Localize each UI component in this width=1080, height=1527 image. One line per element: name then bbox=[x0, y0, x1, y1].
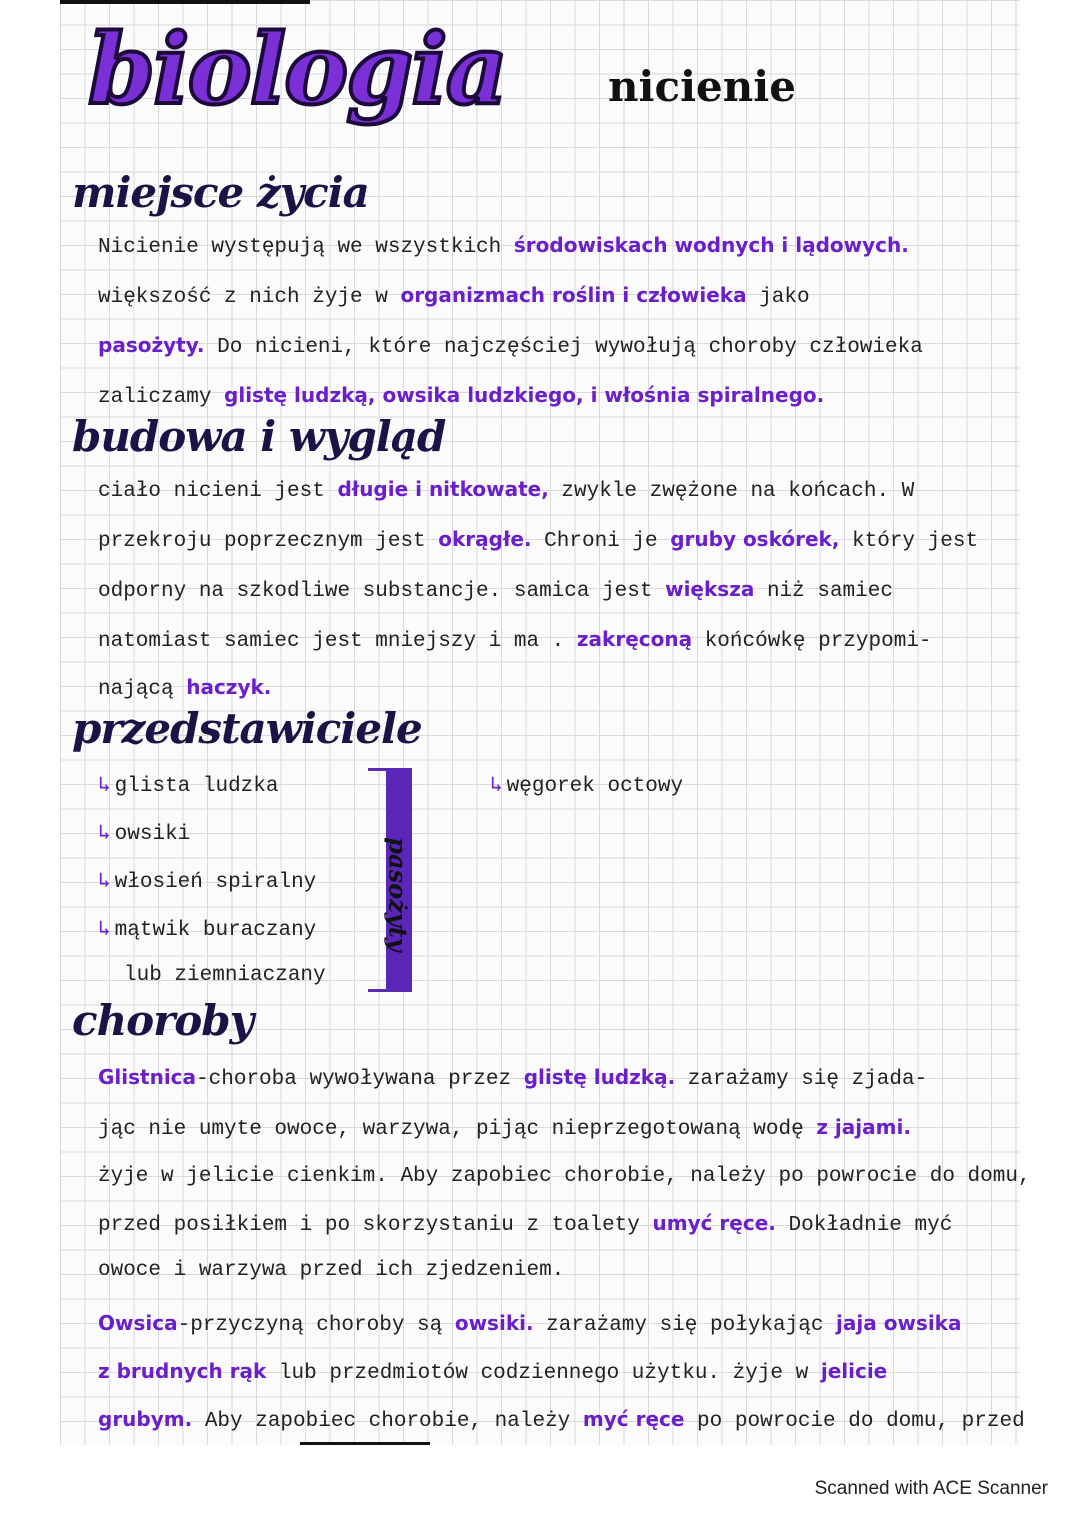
text-segment: Aby zapobiec chorobie, należy bbox=[192, 1410, 583, 1433]
bottom-edge-mark bbox=[300, 1442, 430, 1445]
text-segment: Do nicieni, które najczęściej wywołują choroby człowieka bbox=[204, 336, 923, 359]
text-segment: nającą bbox=[98, 678, 187, 701]
highlighted-term: organizmach roślin i człowieka bbox=[400, 283, 747, 307]
text-segment: odporny na szkodliwe substancje. samica jest bbox=[98, 580, 666, 603]
scanner-watermark: Scanned with ACE Scanner bbox=[814, 1478, 1048, 1499]
arrow-icon: ↳ bbox=[98, 871, 111, 894]
text-segment: zarażamy się zjada- bbox=[675, 1068, 928, 1091]
arrow-icon: ↳ bbox=[98, 919, 111, 942]
text-segment: Nicienie występują we wszystkich bbox=[98, 236, 514, 259]
list-item bbox=[98, 916, 316, 942]
highlighted-term: z jajami. bbox=[816, 1115, 911, 1139]
text-line bbox=[98, 1407, 1025, 1433]
arrow-icon: ↳ bbox=[98, 823, 111, 846]
text-segment: ciało nicieni jest bbox=[98, 480, 338, 503]
highlighted-term: jelicie bbox=[820, 1359, 888, 1383]
heading-representatives: przedstawiciele bbox=[72, 704, 422, 753]
text-line bbox=[98, 1259, 564, 1282]
text-segment: zwykle zwężone na końcach. W bbox=[548, 480, 915, 503]
highlighted-term: gruby oskórek, bbox=[670, 527, 840, 551]
text-line bbox=[98, 1359, 887, 1385]
highlighted-term: środowiskach wodnych i lądowych. bbox=[513, 233, 909, 257]
list-item-label: lub ziemniaczany bbox=[124, 964, 326, 987]
page-subtitle: nicienie bbox=[608, 62, 796, 111]
text-segment: który jest bbox=[839, 530, 979, 553]
heading-diseases: choroby bbox=[72, 996, 254, 1045]
text-line bbox=[98, 233, 909, 259]
highlighted-term: haczyk. bbox=[186, 675, 272, 699]
text-line bbox=[98, 477, 914, 503]
heading-structure: budowa i wygląd bbox=[72, 412, 446, 461]
text-line bbox=[98, 1065, 927, 1091]
list-item bbox=[98, 820, 190, 846]
list-item-label: węgorek octowy bbox=[506, 775, 684, 798]
text-segment: natomiast samiec jest mniejszy i ma . bbox=[98, 630, 577, 653]
text-segment: jąc nie umyte owoce, warzywa, pijąc nieprzegotowaną wodę bbox=[98, 1118, 817, 1141]
list-item bbox=[98, 772, 278, 798]
text-segment: lub przedmiotów codziennego użytku. żyje w bbox=[266, 1362, 821, 1385]
text-segment: przed posiłkiem i po skorzystaniu z toalety bbox=[98, 1214, 653, 1237]
highlighted-term: większa bbox=[665, 577, 755, 601]
highlighted-term: glistę ludzką, owsika ludzkiego, i włośnia spiralnego. bbox=[224, 383, 825, 407]
highlighted-term: glistę ludzką. bbox=[523, 1065, 676, 1089]
highlighted-term: grubym. bbox=[98, 1407, 193, 1431]
highlighted-term: z brudnych rąk bbox=[98, 1359, 267, 1383]
text-segment: owoce i warzywa przed ich zjedzeniem. bbox=[98, 1259, 565, 1282]
highlighted-term: myć ręce bbox=[582, 1407, 685, 1431]
list-item bbox=[98, 868, 316, 894]
list-item-label: owsiki bbox=[114, 823, 191, 846]
text-line bbox=[98, 1165, 1031, 1188]
heading-habitat: miejsce życia bbox=[72, 168, 369, 217]
text-segment: Dokładnie myć bbox=[775, 1214, 953, 1237]
highlighted-term: owsiki. bbox=[454, 1311, 534, 1335]
highlighted-term: Owsica bbox=[98, 1311, 178, 1335]
text-line bbox=[98, 675, 271, 701]
highlighted-term: długie i nitkowate, bbox=[337, 477, 549, 501]
list-item-label: mątwik buraczany bbox=[114, 919, 317, 942]
text-line bbox=[98, 283, 810, 309]
highlighted-term: okrągłe. bbox=[438, 527, 532, 551]
text-segment: -choroba wywoływana przez bbox=[196, 1068, 524, 1091]
list-item bbox=[490, 772, 683, 798]
text-segment: końcówkę przypomi- bbox=[692, 630, 932, 653]
text-line bbox=[98, 1311, 961, 1337]
top-edge-mark bbox=[60, 0, 310, 4]
list-item bbox=[124, 964, 326, 987]
text-line bbox=[98, 333, 923, 359]
text-line bbox=[98, 383, 824, 409]
text-line bbox=[98, 627, 932, 653]
text-segment: większość z nich żyje w bbox=[98, 286, 401, 309]
text-line bbox=[98, 527, 978, 553]
highlighted-term: jaja owsika bbox=[836, 1311, 962, 1335]
highlighted-term: zakręconą bbox=[576, 627, 693, 651]
text-segment: zaliczamy bbox=[98, 386, 225, 409]
text-segment: zarażamy się połykając bbox=[533, 1314, 837, 1337]
list-item-label: włosień spiralny bbox=[114, 871, 317, 894]
bracket-label: pasożyty bbox=[383, 837, 413, 952]
text-line bbox=[98, 1211, 952, 1237]
text-segment: Chroni je bbox=[531, 530, 671, 553]
list-item-label: glista ludzka bbox=[114, 775, 279, 798]
highlighted-term: Glistnica bbox=[98, 1065, 197, 1089]
arrow-icon: ↳ bbox=[98, 775, 111, 798]
page-title: biologia bbox=[88, 13, 506, 126]
highlighted-term: pasożyty. bbox=[98, 333, 205, 357]
text-segment: przekroju poprzecznym jest bbox=[98, 530, 439, 553]
text-line bbox=[98, 1115, 911, 1141]
text-segment: niż samiec bbox=[754, 580, 893, 603]
text-segment: po powrocie do domu, przed bbox=[684, 1410, 1025, 1433]
arrow-icon: ↳ bbox=[490, 775, 503, 798]
text-segment: jako bbox=[746, 286, 810, 309]
text-segment: -przyczyną choroby są bbox=[177, 1314, 455, 1337]
text-segment: żyje w jelicie cienkim. Aby zapobiec chorobie, należy po powrocie do domu, bbox=[98, 1165, 1031, 1188]
highlighted-term: umyć ręce. bbox=[652, 1211, 776, 1235]
text-line bbox=[98, 577, 893, 603]
